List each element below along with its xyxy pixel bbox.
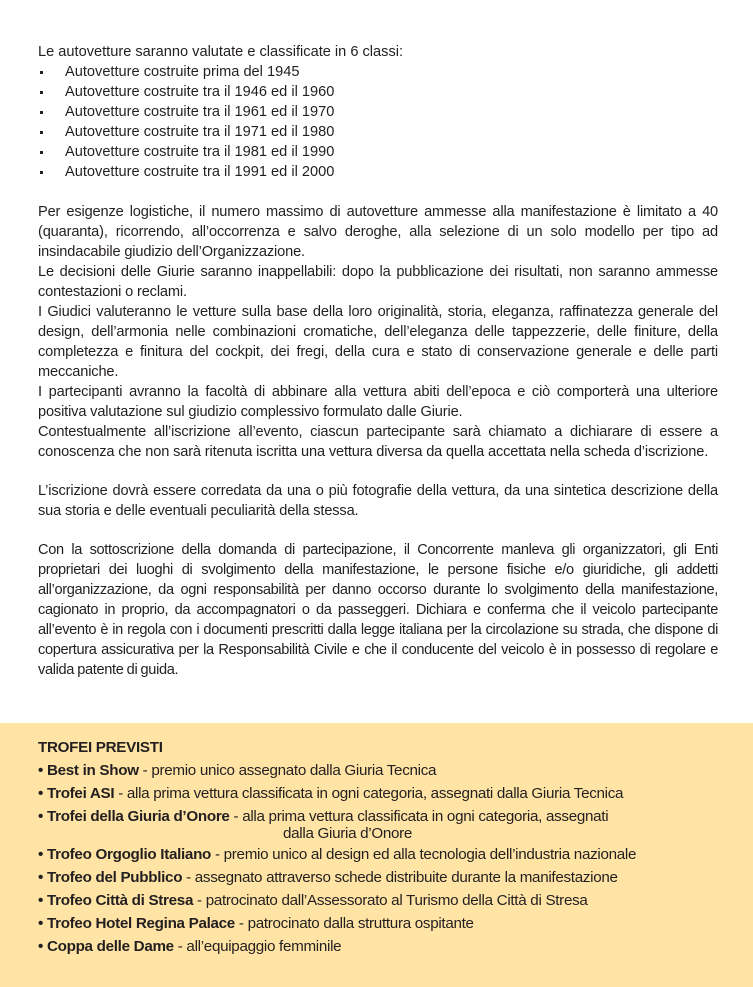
bullet-icon: • bbox=[38, 915, 44, 932]
trophy-description: - premio unico assegnato dalla Giuria Tecnica bbox=[138, 762, 437, 779]
trophy-description: - patrocinato dall’Assessorato al Turismo della Città di Stresa bbox=[193, 892, 588, 909]
trophy-description: - all’equipaggio femminile bbox=[173, 938, 342, 955]
paragraph-jury-decisions: Le decisioni delle Giurie saranno inappellabili: dopo la pubblicazione dei risultati, non saranno ammesse contestazioni o reclami. bbox=[38, 264, 718, 300]
trophy-item bbox=[38, 912, 728, 935]
class-item: Autovetture costruite tra il 1961 ed il 1970 bbox=[38, 102, 718, 122]
spacer bbox=[38, 462, 718, 481]
regulations-body bbox=[38, 42, 718, 680]
class-item: Autovetture costruite tra il 1991 ed il 2000 bbox=[38, 162, 718, 182]
trophy-item bbox=[38, 782, 728, 805]
trophy-description: - premio unico al design ed alla tecnologia dell’industria nazionale bbox=[211, 846, 637, 863]
bullet-icon: • bbox=[38, 938, 44, 955]
bullet-icon: • bbox=[38, 869, 44, 886]
classes-list bbox=[38, 62, 718, 182]
paragraph-period-clothing: I partecipanti avranno la facoltà di abbinare alla vettura abiti dell’epoca e ciò comporterà una ulteriore positiva valutazione sul giudizio complessivo formulato dalle Giurie. bbox=[38, 384, 718, 420]
trophies-content bbox=[38, 736, 728, 958]
class-item: Autovetture costruite prima del 1945 bbox=[38, 62, 718, 82]
trophy-item bbox=[38, 889, 728, 912]
trophy-item bbox=[38, 935, 728, 958]
trophy-name: Trofei ASI bbox=[46, 785, 115, 802]
paragraph-logistics: Per esigenze logistiche, il numero massimo di autovetture ammesse alla manifestazione è limitato a 40 (quaranta), ricorrendo, all’occorrenza e salvo deroghe, alla selezione di un solo modello per tipo ad insindacabile giudizio dell’Organizzazione. bbox=[38, 204, 718, 260]
trophy-item bbox=[38, 759, 728, 782]
bullet-icon: • bbox=[38, 808, 44, 825]
bullet-icon: • bbox=[38, 785, 44, 802]
trophy-item bbox=[38, 866, 728, 889]
trophy-name: Trofeo Hotel Regina Palace bbox=[46, 915, 235, 932]
trophy-description-continued: dalla Giuria d’Onore bbox=[283, 825, 413, 842]
class-item: Autovetture costruite tra il 1971 ed il 1980 bbox=[38, 122, 718, 142]
trophy-name: Coppa delle Dame bbox=[46, 938, 174, 955]
trophies-title: TROFEI PREVISTI bbox=[38, 739, 163, 756]
trophy-description: - alla prima vettura classificata in ogni categoria, assegnati bbox=[229, 808, 609, 825]
trophy-name: Best in Show bbox=[46, 762, 139, 779]
trophy-description: - patrocinato dalla struttura ospitante bbox=[234, 915, 474, 932]
trophy-item bbox=[38, 843, 728, 866]
trophy-name: Trofei della Giuria d’Onore bbox=[46, 808, 230, 825]
bullet-icon: • bbox=[38, 762, 44, 779]
spacer bbox=[38, 521, 718, 540]
trophy-name: Trofeo del Pubblico bbox=[46, 869, 183, 886]
paragraph-liability: Con la sottoscrizione della domanda di partecipazione, il Concorrente manleva gli organizzatori, gli Enti proprietari dei luoghi di svolgimento della manifestazione, le persone fisiche e/o giuridiche, gli addetti all’organizzazione, da ogni responsabilità per danno occorso durante lo svolgimento della manifestazione, cagionato in proprio, da accompagnatori o da passeggeri. Dichiara e conferma che il veicolo partecipante all’evento è in regola con i documenti prescritti dalla legge italiana per la circolazione su strada, che dispone di copertura assicurativa per la Responsabilità Civile e che il conducente del veicolo è in possesso di regolare e valida patente di guida. bbox=[38, 542, 718, 678]
trophy-name: Trofeo Città di Stresa bbox=[46, 892, 194, 909]
class-item: Autovetture costruite tra il 1946 ed il 1960 bbox=[38, 82, 718, 102]
trophies-section bbox=[0, 723, 753, 987]
paragraph-registration-photos: L’iscrizione dovrà essere corredata da una o più fotografie della vettura, da una sintetica descrizione della sua storia e delle eventuali peculiarità della stessa. bbox=[38, 483, 718, 519]
trophy-description: - assegnato attraverso schede distribuite durante la manifestazione bbox=[182, 869, 618, 886]
classes-intro: Le autovetture saranno valutate e classificate in 6 classi: bbox=[38, 44, 404, 60]
bullet-icon: • bbox=[38, 846, 44, 863]
bullet-icon: • bbox=[38, 892, 44, 909]
spacer bbox=[38, 182, 718, 202]
class-item: Autovetture costruite tra il 1981 ed il 1990 bbox=[38, 142, 718, 162]
trophy-name: Trofeo Orgoglio Italiano bbox=[46, 846, 212, 863]
trophy-item bbox=[38, 805, 728, 843]
paragraph-registration-declaration: Contestualmente all’iscrizione all’evento, ciascun partecipante sarà chiamato a dichiarare di essere a conoscenza che non sarà ritenuta iscritta una vettura diversa da quella accettata nella scheda d’iscrizione. bbox=[38, 424, 718, 460]
paragraph-judging-criteria: I Giudici valuteranno le vetture sulla base della loro originalità, storia, eleganza, raffinatezza generale del design, dell’armonia nelle combinazioni cromatiche, dell’eleganza delle tappezzerie, delle finiture, della completezza e finitura del cockpit, dei fregi, della cura e stato di conservazione generale e delle parti meccaniche. bbox=[38, 304, 718, 380]
trophy-description: - alla prima vettura classificata in ogni categoria, assegnati dalla Giuria Tecnica bbox=[114, 785, 624, 802]
